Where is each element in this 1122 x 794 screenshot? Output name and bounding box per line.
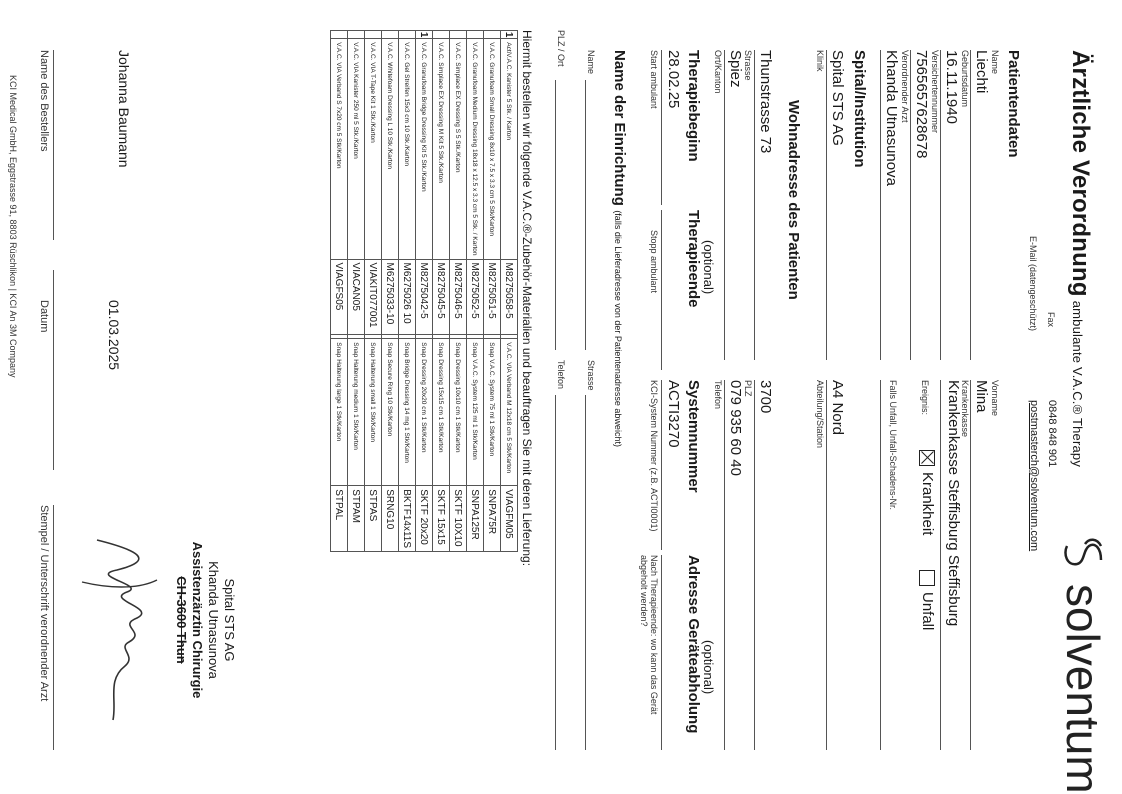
pickup-address-label: Nach Therapieende: wo kann das Gerät abgeholt werden? — [639, 555, 659, 715]
order-description-cell: V.A.C. VIA T-Tape Kit 1 Stk./Karton — [365, 39, 382, 259]
order-article-code-cell: M8275052-5 — [467, 259, 484, 335]
birthdate-value: 16.11.1940 — [943, 50, 960, 124]
order-qty-cell[interactable] — [467, 31, 484, 39]
order-article-code-cell-right: SKTF 10X10 — [450, 486, 467, 552]
order-description-cell-right: Snap V.A.C. System 125 ml 1 Stk/Karton — [467, 339, 484, 486]
facility-phone-label: Telefon — [556, 360, 566, 390]
insurance-number-label: Versichertennummer — [930, 50, 940, 134]
orderer-name-value: Johanna Baumann — [116, 50, 132, 168]
accident-number-label: Falls Unfall, Unfall-Schadens-Nr. — [888, 380, 898, 511]
therapy-begin-title: Therapiebeginn — [685, 50, 702, 162]
doctor-stamp — [173, 520, 237, 720]
address-section-title: Wohnadresse des Patienten — [785, 100, 802, 300]
insurance-label: Krankenkasse — [960, 380, 970, 438]
order-intro-text: Hiermit bestellen wir folgende V.A.C.®-Zubehör-Materialien und beauftragen Sie mit deren Lieferung: — [520, 30, 534, 567]
start-ambulant-label: Start ambulant — [649, 50, 659, 109]
order-table-row — [382, 31, 399, 552]
insurance-number-value: 7565657628678 — [913, 50, 930, 159]
order-qty-cell[interactable] — [484, 31, 501, 39]
vorname-label: Vorname — [990, 380, 1000, 417]
order-description-cell: V.A.C. VIA Verband S 7x20 cm 5 Stk/Karton — [331, 39, 348, 259]
order-table-row — [501, 31, 518, 552]
order-description-cell: V.A.C. VIA Kanister 250 ml 5 Stk./Karton — [348, 39, 365, 259]
date-label: Datum — [38, 300, 50, 333]
order-article-code-cell: M8275051-5 — [484, 259, 501, 335]
event-unfall-checkbox[interactable]: Unfall — [919, 570, 936, 630]
order-description-cell-right: V.A.C. VIA Verband M 12x18 cm 5 Stk/Karton — [501, 339, 518, 486]
order-table-row — [450, 31, 467, 552]
order-table-row — [365, 31, 382, 552]
order-article-code-cell: VIAGFS05 — [331, 259, 348, 335]
system-number-label: KCI-System Nummer (z.B. ACTI0001) — [649, 380, 659, 532]
name-value: Liechti — [973, 50, 990, 94]
city-value: Spiez — [727, 50, 744, 88]
stop-ambulant-label: Stopp ambulant — [649, 230, 659, 294]
order-description-cell-right: Snap Bridge Dressing 14 mg 1 Stk/Karton — [399, 339, 416, 486]
order-article-code-cell-right: BKTF14x11S — [399, 486, 416, 552]
checkbox-empty-icon[interactable] — [919, 570, 935, 586]
therapy-begin-value: 28.02.25 — [665, 50, 682, 109]
order-qty-cell[interactable] — [399, 31, 416, 39]
stamp-line-doctor: Khanda Utnasunova — [206, 561, 221, 679]
email-value[interactable]: postmasterch@solventum.com — [1028, 400, 1040, 552]
therapy-end-optional: (optional) — [701, 240, 716, 295]
order-table-row — [348, 31, 365, 552]
department-label: Abteilung/Station — [815, 380, 825, 449]
order-article-code-cell: M8275058-5 — [501, 259, 518, 335]
order-qty-cell[interactable] — [348, 31, 365, 39]
therapy-end-title: Therapieende — [685, 210, 702, 308]
order-article-code-cell: M8275046-5 — [450, 259, 467, 335]
order-description-cell: V.A.C. Whitefoam Dressing L 10 Stk./Karton — [382, 39, 399, 259]
clinic-value: Spital STS AG — [829, 50, 846, 146]
order-article-code-cell-right: STPAM — [348, 486, 365, 552]
order-qty-cell[interactable] — [382, 31, 399, 39]
order-description-cell: ActiV.A.C. Kanister 5 Stk. / Karton — [501, 39, 518, 259]
doctor-stamp-signature — [37, 520, 237, 740]
order-description-cell-right: Snap Halterung medium 1 Stk/Karton — [348, 339, 365, 486]
checkbox-checked-icon[interactable] — [919, 450, 935, 466]
doctor-value: Khanda Utnasunova — [883, 50, 900, 186]
order-article-code-cell-right: STPAS — [365, 486, 382, 552]
order-table-row — [433, 31, 450, 552]
order-article-code-cell: M6275026 10 — [399, 259, 416, 335]
street-value: Thunstrasse 73 — [757, 50, 774, 154]
plz-value: 3700 — [757, 380, 774, 414]
name-label: Name — [990, 50, 1000, 75]
facility-street-label: Strasse — [586, 360, 596, 391]
order-article-code-cell: VIAKIT077001 — [365, 259, 382, 335]
clinic-label: Klinik — [815, 50, 825, 72]
order-table-row — [467, 31, 484, 552]
order-article-code-cell: M8275045-5 — [433, 259, 450, 335]
order-description-cell: V.A.C. Granufoam Medium Dressing 18x18 x 12.5 x 3.3 cm 5 Stk. / Karton — [467, 39, 484, 259]
event-label: Ereignis: — [920, 380, 930, 416]
order-article-code-cell: M6275033-10 — [382, 259, 399, 335]
order-qty-cell[interactable]: 1 — [416, 31, 433, 39]
insurance-value: Krankenkasse Steffisburg Steffisburg — [945, 380, 962, 627]
order-article-code-cell-right: VIAGFM05 — [501, 486, 518, 552]
doctor-label: Verordnender Arzt — [900, 50, 910, 123]
system-number-title: Systemnummer — [685, 380, 702, 493]
phone-label: Telefon — [713, 380, 723, 410]
order-article-code-cell-right: SRNG10 — [382, 486, 399, 552]
email-label: E-Mail (datengeschützt) — [1028, 236, 1038, 332]
pickup-address-title: Adresse Geräteabholung — [685, 555, 702, 734]
order-description-cell: V.A.C. Simplace EX Dressing S 5 Stk./Karton — [450, 39, 467, 259]
city-label: Ort/Kanton — [713, 50, 723, 94]
solventum-logo: solventum — [1056, 534, 1110, 794]
facility-name-label: Name — [586, 50, 596, 75]
plz-label: PLZ — [743, 380, 753, 397]
event-krankheit-checkbox[interactable]: Krankheit — [919, 450, 936, 535]
stamp-line-location: CH-3600 Thun — [174, 576, 189, 664]
order-table-row — [331, 31, 348, 552]
phone-value: 079 935 60 40 — [727, 380, 744, 476]
birthdate-label: Geburtsdatum — [960, 50, 970, 108]
order-article-code-cell-right: SKTF 20x20 — [416, 486, 433, 552]
order-description-cell-right: Snap V.A.C. System 75 ml 1 Stk/Karton — [484, 339, 501, 486]
logo-mark-icon — [1059, 534, 1107, 574]
order-description-cell-right: Snap Dressing 20x20 cm 1 Stk/Karton — [416, 339, 433, 486]
order-description-cell: V.A.C. Granufoam Small Dressing 8x10 x 7.5 x 3.3 cm 5 Stk/Karton — [484, 39, 501, 259]
institution-section-title: Spital/Institution — [851, 50, 868, 168]
fax-label: Fax — [1046, 312, 1056, 328]
order-table-row — [399, 31, 416, 552]
facility-plz-label: PLZ / Ort — [556, 30, 566, 67]
order-description-cell-right: Snap Dressing 10x10 cm 1 Stk/Karton — [450, 339, 467, 486]
fax-value: 0848 848 901 — [1046, 400, 1058, 468]
footer-company-text: KCI Medical GmbH, Eggstrasse 91, 8803 Rüschlikon | KCI An 3M Company — [8, 75, 18, 378]
order-description-cell: V.A.C. Simplace EX Dressing M Kit 5 Stk./Karton — [433, 39, 450, 259]
department-value: A4 Nord — [829, 380, 846, 436]
order-qty-cell[interactable] — [450, 31, 467, 39]
date-value: 01.03.2025 — [106, 300, 122, 371]
order-description-cell-right: Snap Secure Ring 10 Stk/Karton — [382, 339, 399, 486]
order-table-row — [484, 31, 501, 552]
order-qty-cell[interactable] — [365, 31, 382, 39]
order-description-cell-right: Snap Halterung large 1 Stk/Karton — [331, 339, 348, 486]
order-description-cell: V.A.C. Gel Streifen 15x3 cm 10 Stk./Karton — [399, 39, 416, 259]
system-number-value: ACTI3270 — [665, 380, 682, 448]
order-article-code-cell-right: SKTF 15x15 — [433, 486, 450, 552]
pickup-optional: (optional) — [701, 640, 716, 695]
stamp-line-hospital: Spital STS AG — [222, 578, 237, 662]
handwritten-signature — [67, 530, 177, 730]
stamp-signature-label: Stempel / Unterschrift verordnender Arzt — [38, 505, 50, 702]
order-table-row — [416, 31, 433, 552]
facility-heading: Name der Einrichtung (falls die Lieferadresse von der Patientenadresse abweicht) — [611, 50, 628, 447]
order-qty-cell[interactable] — [331, 31, 348, 39]
order-article-code-cell-right: SNPA125R — [467, 486, 484, 552]
order-article-code-cell: VIACAN05 — [348, 259, 365, 335]
street-label: Strasse — [743, 50, 753, 81]
form-subtitle: ambulante V.A.C.® Therapy — [1070, 300, 1085, 468]
form-title: Ärztliche Verordnungambulante V.A.C.® Therapy — [1067, 50, 1094, 468]
order-description-cell-right: Snap Dressing 15x15 cm 1 Stk/Karton — [433, 339, 450, 486]
patient-section-title: Patientendaten — [1005, 50, 1022, 158]
order-article-code-cell: M8275042-5 — [416, 259, 433, 335]
order-qty-cell[interactable] — [433, 31, 450, 39]
facility-note: (falls die Lieferadresse von der Patientenadresse abweicht) — [613, 210, 623, 447]
order-article-code-cell-right: SNPA75R — [484, 486, 501, 552]
order-table — [330, 30, 518, 552]
order-article-code-cell-right: STPAL — [331, 486, 348, 552]
order-description-cell: V.A.C. Granufoam Bridge Dressing Kit 5 Stk./Karton — [416, 39, 433, 259]
orderer-name-label: Name des Bestellers — [38, 50, 50, 152]
stamp-line-role: Assistenzärztin Chirurgie — [190, 541, 205, 699]
vorname-value: Mina — [973, 380, 990, 413]
order-qty-cell[interactable]: 1 — [501, 31, 518, 39]
order-description-cell-right: Snap Halterung small 1 Stk/Karton — [365, 339, 382, 486]
